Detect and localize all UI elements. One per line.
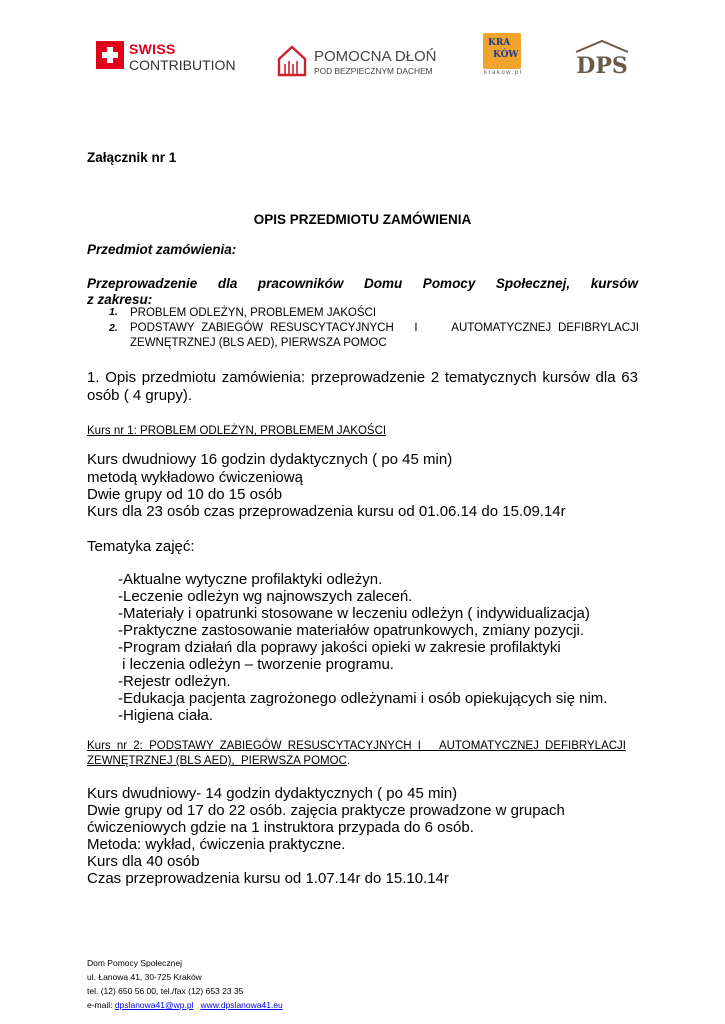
list-item: -Higiena ciała.: [118, 707, 214, 724]
house-icon: [276, 44, 308, 78]
krakow-logo-url: krakow.pl: [484, 70, 523, 76]
dps-logo: [572, 38, 632, 78]
dps-logo-text: DPS: [576, 53, 628, 78]
footer-email-label: e-mail:: [87, 1000, 115, 1010]
list-item: -Program działań dla poprawy jakości opieki w zakresie profilaktyki: [118, 639, 561, 656]
list-item: -Edukacja pacjenta zagrożonego odleżynami i osób opiekujących się nim.: [118, 690, 608, 707]
course-detail: Kurs dwudniowy 16 godzin dydaktycznych ( po 45 min): [87, 451, 453, 468]
list-item: i leczenia odleżyn – tworzenie programu.: [118, 656, 394, 673]
list-item: -Leczenie odleżyn wg najnowszych zaleceń.: [118, 588, 413, 605]
intro-text: z zakresu:: [87, 292, 153, 307]
course-heading: Kurs nr 1: PROBLEM ODLEŻYN, PROBLEMEM JAKOŚCI: [87, 425, 387, 437]
email-link[interactable]: dpslanowa41@wp.pl: [114, 1000, 194, 1010]
topic-item: PROBLEM ODLEŻYN, PROBLEMEM JAKOŚCI: [130, 307, 377, 319]
footer-contact: [87, 999, 283, 1013]
description-point: osób ( 4 grupy).: [87, 387, 193, 404]
topic-number: 1.: [109, 306, 118, 318]
course-detail: Czas przeprowadzenia kursu od 1.07.14r do 15.10.14r: [87, 870, 449, 887]
course-heading: ZEWNĘTRZNEJ (BLS AED), PIERWSZA POMOC: [87, 755, 347, 767]
topics-heading: Tematyka zajęć:: [87, 538, 195, 555]
topic-item: ZEWNĘTRZNEJ (BLS AED), PIERWSZA POMOC: [130, 337, 387, 349]
course-detail: metodą wykładowo ćwiczeniową: [87, 469, 303, 486]
course-detail: Kurs dla 23 osób czas przeprowadzenia kursu od 01.06.14 do 15.09.14r: [87, 503, 566, 520]
course-heading: Kurs nr 2: PODSTAWY ZABIEGÓW RESUSCYTACYJNYCH I AUTOMATYCZNEJ DEFIBRYLACJI: [87, 740, 626, 752]
course-detail: Kurs dla 40 osób: [87, 853, 200, 870]
topic-item: PODSTAWY ZABIEGÓW RESUSCYTACYJNYCH I AUTOMATYCZNEJ DEFIBRYLACJI: [130, 322, 639, 334]
footer-phone: tel. (12) 650 56 00, tel./fax (12) 653 23 35: [87, 986, 244, 996]
course-detail: ćwiczeniowych gdzie na 1 instruktora przypada do 6 osób.: [87, 819, 474, 836]
subject-heading: Przedmiot zamówienia:: [87, 242, 237, 257]
swiss-logo-text: CONTRIBUTION: [129, 57, 236, 73]
list-item: -Aktualne wytyczne profilaktyki odleżyn.: [118, 571, 383, 588]
footer-org: Dom Pomocy Społecznej: [87, 958, 182, 968]
annex-label: Załącznik nr 1: [87, 150, 177, 165]
course-detail: Metoda: wykład, ćwiczenia praktyczne.: [87, 836, 346, 853]
course-detail: Dwie grupy od 17 do 22 osób. zajęcia praktycze prowadzone w grupach: [87, 802, 565, 819]
course-detail: Dwie grupy od 10 do 15 osób: [87, 486, 283, 503]
swiss-logo-text: SWISS: [129, 41, 176, 57]
list-item: -Rejestr odleżyn.: [118, 673, 231, 690]
description-point: 1. Opis przedmiotu zamówienia: przeprowadzenie 2 tematycznych kursów dla 63: [87, 369, 638, 386]
footer-address: ul. Łanowa 41, 30-725 Kraków: [87, 972, 202, 982]
list-item: -Materiały i opatrunki stosowane w leczeniu odleżyn ( indywidualizacja): [118, 605, 590, 622]
website-link[interactable]: www.dpslanowa41.eu: [200, 1000, 283, 1010]
page-title: OPIS PRZEDMIOTU ZAMÓWIENIA: [253, 212, 472, 227]
swiss-cross-icon: [102, 52, 118, 58]
topic-number: 2.: [109, 322, 118, 334]
list-item: -Praktyczne zastosowanie materiałów opatrunkowych, zmiany pozycji.: [118, 622, 585, 639]
intro-text: Przeprowadzenie dla pracowników Domu Pomocy Społecznej, kursów: [87, 276, 638, 291]
course-heading-end: .: [346, 755, 351, 767]
course-detail: Kurs dwudniowy- 14 godzin dydaktycznych ( po 45 min): [87, 785, 458, 802]
pomocna-logo-subtext: POD BEZPIECZNYM DACHEM: [314, 66, 433, 76]
krakow-logo-text: KÓW: [493, 50, 519, 60]
pomocna-logo-text: POMOCNA DŁOŃ: [314, 48, 437, 65]
krakow-logo-text: KRA: [488, 38, 511, 48]
